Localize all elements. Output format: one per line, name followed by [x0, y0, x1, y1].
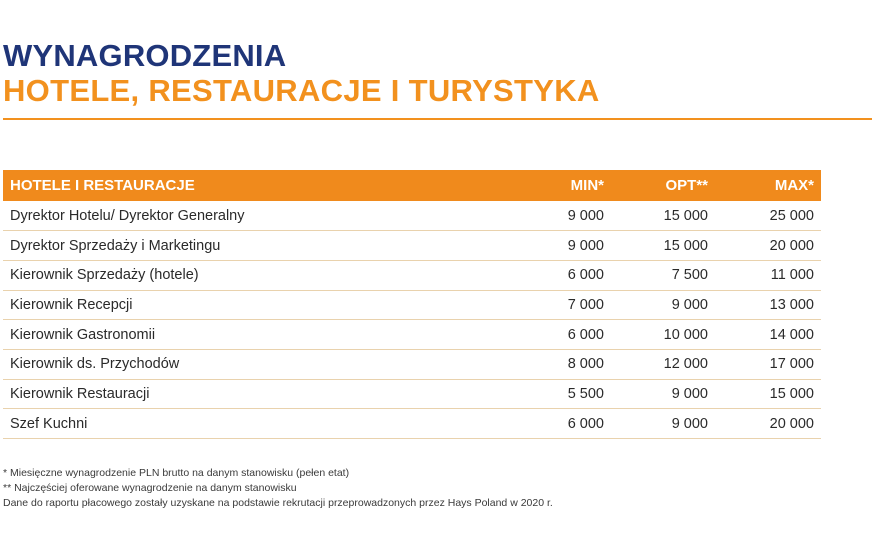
- cell-min: 5 500: [533, 379, 611, 409]
- cell-opt: 15 000: [611, 231, 715, 261]
- cell-max: 17 000: [715, 349, 821, 379]
- cell-opt: 9 000: [611, 290, 715, 320]
- cell-position: Kierownik Sprzedaży (hotele): [3, 260, 533, 290]
- salary-table: [3, 170, 821, 439]
- table-row: [3, 231, 821, 261]
- table-row: [3, 290, 821, 320]
- cell-position: Kierownik Recepcji: [3, 290, 533, 320]
- cell-position: Szef Kuchni: [3, 409, 533, 439]
- cell-min: 9 000: [533, 231, 611, 261]
- column-header-opt: OPT**: [665, 177, 708, 194]
- table-body: [3, 201, 821, 439]
- cell-opt: 12 000: [611, 349, 715, 379]
- page-subtitle: HOTELE, RESTAURACJE I TURYSTYKA: [3, 73, 600, 108]
- cell-min: 8 000: [533, 349, 611, 379]
- table-header: [3, 170, 821, 201]
- table-row: [3, 260, 821, 290]
- cell-opt: 10 000: [611, 320, 715, 350]
- column-header-position: HOTELE I RESTAURACJE: [10, 177, 195, 194]
- cell-min: 6 000: [533, 320, 611, 350]
- cell-min: 9 000: [533, 201, 611, 231]
- footnote-monthly-salary: * Miesięczne wynagrodzenie PLN brutto na danym stanowisku (pełen etat): [3, 467, 350, 479]
- page-title: WYNAGRODZENIA: [3, 38, 287, 73]
- table-row: [3, 379, 821, 409]
- footnote-data-source: Dane do raportu płacowego zostały uzyskane na podstawie rekrutacji przeprowadzonych przez Hays Poland w 2020 r.: [3, 497, 553, 509]
- cell-position: Dyrektor Sprzedaży i Marketingu: [3, 231, 533, 261]
- cell-max: 20 000: [715, 231, 821, 261]
- footnotes: [3, 466, 553, 511]
- cell-min: 6 000: [533, 260, 611, 290]
- table-row: [3, 409, 821, 439]
- cell-position: Dyrektor Hotelu/ Dyrektor Generalny: [3, 201, 533, 231]
- cell-opt: 9 000: [611, 409, 715, 439]
- cell-position: Kierownik Gastronomii: [3, 320, 533, 350]
- title-divider: [3, 118, 872, 120]
- cell-max: 14 000: [715, 320, 821, 350]
- footnote-most-offered: ** Najczęściej oferowane wynagrodzenie na danym stanowisku: [3, 482, 297, 494]
- table-row: [3, 349, 821, 379]
- table-row: [3, 320, 821, 350]
- table-header-row: [3, 170, 821, 201]
- cell-max: 20 000: [715, 409, 821, 439]
- column-header-min: MIN*: [570, 177, 604, 194]
- cell-max: 25 000: [715, 201, 821, 231]
- cell-opt: 7 500: [611, 260, 715, 290]
- cell-min: 7 000: [533, 290, 611, 320]
- column-header-max: MAX*: [774, 177, 814, 194]
- cell-opt: 15 000: [611, 201, 715, 231]
- cell-max: 13 000: [715, 290, 821, 320]
- cell-opt: 9 000: [611, 379, 715, 409]
- cell-max: 11 000: [715, 260, 821, 290]
- cell-max: 15 000: [715, 379, 821, 409]
- table-row: [3, 201, 821, 231]
- cell-position: Kierownik ds. Przychodów: [3, 349, 533, 379]
- cell-min: 6 000: [533, 409, 611, 439]
- cell-position: Kierownik Restauracji: [3, 379, 533, 409]
